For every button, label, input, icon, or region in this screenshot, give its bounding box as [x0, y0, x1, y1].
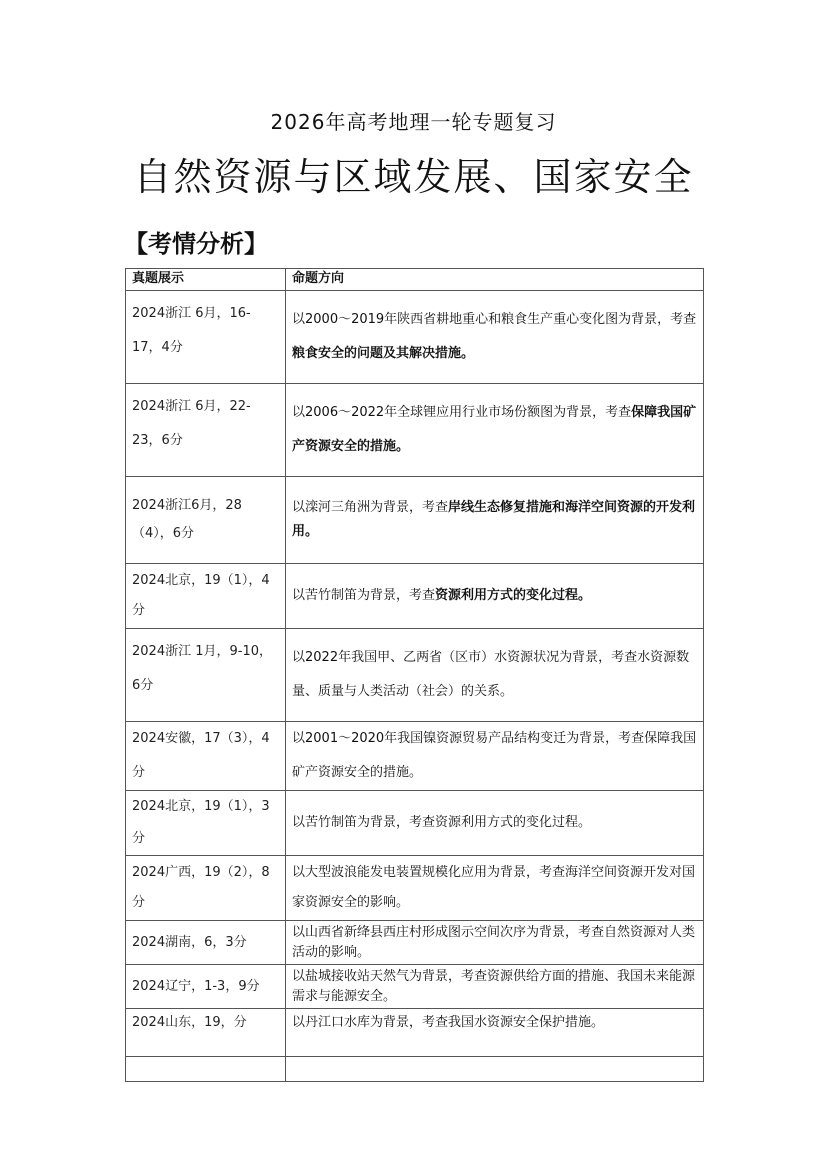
direction-highlight: 粮食安全的问题及其解决措施。 [292, 346, 475, 361]
direction-cell: 以苦竹制笛为背景，考查资源利用方式的变化过程。 [286, 791, 704, 856]
source-cell: 2024浙江 1月，9-10，6分 [126, 629, 286, 722]
direction-text: 以2000～2019年陕西省耕地重心和粮食生产重心变化图为背景，考查 [292, 312, 697, 327]
direction-cell: 以大型波浪能发电装置规模化应用为背景，考查海洋空间资源开发对国家资源安全的影响。 [286, 856, 704, 921]
table-row [126, 856, 704, 921]
table-row [126, 965, 704, 1009]
source-cell: 2024浙江 6月，16-17，4分 [126, 291, 286, 384]
direction-highlight: 岸线生态修复措施和海洋空间资源的开发利用。 [292, 500, 696, 539]
table-row-empty [126, 1057, 704, 1082]
direction-cell: 以丹江口水库为背景，考查我国水资源安全保护措施。 [286, 1009, 704, 1057]
table-header-row [126, 269, 704, 291]
direction-text: 以滦河三角洲为背景，考查 [292, 500, 449, 515]
direction-cell [286, 291, 704, 384]
source-cell: 2024山东，19，分 [126, 1009, 286, 1057]
direction-cell [286, 564, 704, 629]
direction-cell: 以2022年我国甲、乙两省（区市）水资源状况为背景，考查水资源数量、质量与人类活动（社会）的关系。 [286, 629, 704, 722]
table-row [126, 291, 704, 384]
direction-cell: 以盐城接收站天然气为背景，考查资源供给方面的措施、我国未来能源需求与能源安全。 [286, 965, 704, 1009]
column-header-source: 真题展示 [126, 269, 286, 291]
empty-cell [126, 1057, 286, 1082]
source-cell: 2024湖南，6，3分 [126, 921, 286, 965]
table-row [126, 629, 704, 722]
source-cell: 2024浙江 6月，22-23，6分 [126, 384, 286, 477]
document-title: 自然资源与区域发展、国家安全 [133, 155, 694, 199]
table-row [126, 564, 704, 629]
direction-text: 以苦竹制笛为背景，考查 [292, 588, 436, 603]
direction-cell [286, 384, 704, 477]
table-row [126, 384, 704, 477]
empty-cell [286, 1057, 704, 1082]
source-cell: 2024北京，19（1），4分 [126, 564, 286, 629]
table-row [126, 1009, 704, 1057]
section-heading: 【考情分析】 [124, 230, 268, 258]
document-subtitle: 2026年高考地理一轮专题复习 [270, 110, 557, 134]
column-header-direction: 命题方向 [286, 269, 704, 291]
exam-analysis-table [125, 268, 704, 1082]
direction-highlight: 资源利用方式的变化过程。 [435, 588, 592, 603]
direction-highlight: 保障我国矿产资源安全的措施。 [292, 405, 697, 454]
source-cell: 2024辽宁，1-3，9分 [126, 965, 286, 1009]
direction-cell [286, 477, 704, 564]
source-cell: 2024北京，19（1），3分 [126, 791, 286, 856]
source-cell: 2024浙江6月，28（4），6分 [126, 477, 286, 564]
source-cell: 2024安徽，17（3），4分 [126, 722, 286, 791]
table-row [126, 921, 704, 965]
table-row [126, 722, 704, 791]
direction-cell: 以2001～2020年我国镍资源贸易产品结构变迁为背景，考查保障我国矿产资源安全的措施。 [286, 722, 704, 791]
source-cell: 2024广西，19（2），8分 [126, 856, 286, 921]
direction-cell: 以山西省新绛县西庄村形成图示空间次序为背景，考查自然资源对人类活动的影响。 [286, 921, 704, 965]
table-row [126, 791, 704, 856]
direction-text: 以2006～2022年全球锂应用行业市场份额图为背景，考查 [292, 405, 632, 420]
table-row [126, 477, 704, 564]
